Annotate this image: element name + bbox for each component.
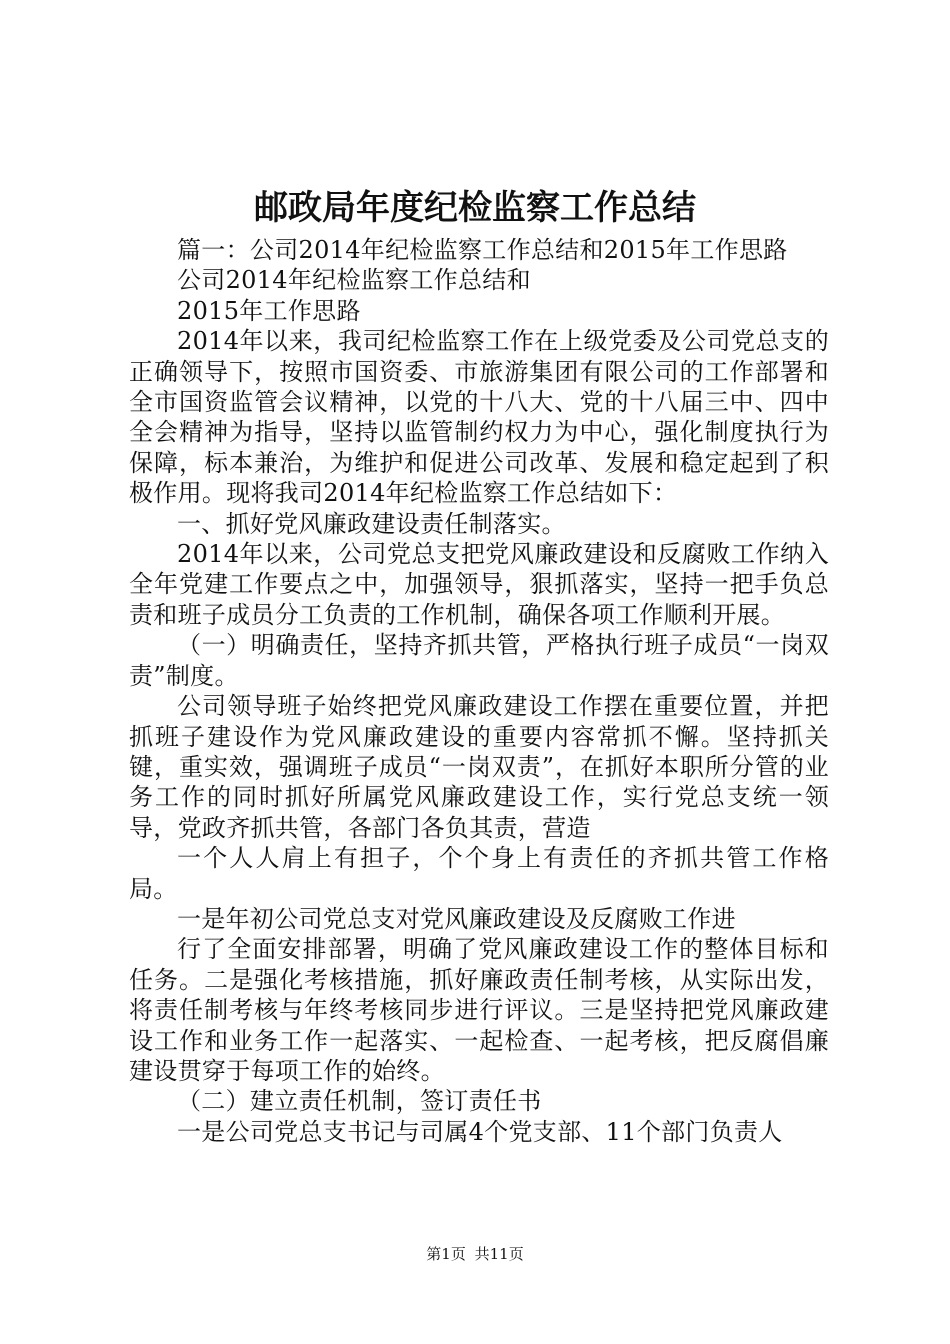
- paragraph: 一是公司党总支书记与司属4个党支部、11个部门负责人: [177, 1117, 783, 1146]
- page-footer: [0, 1244, 950, 1264]
- document-body: [129, 235, 829, 1147]
- paragraph: 篇一：公司2014年纪检监察工作总结和2015年工作思路: [177, 236, 788, 264]
- paragraph: 一个人人肩上有担子，个个身上有责任的齐抓共管工作格局。: [129, 844, 829, 903]
- paragraph: （一）明确责任，坚持齐抓共管，严格执行班子成员“一岗双责”制度。: [129, 631, 829, 690]
- paragraph: 2014年以来，我司纪检监察工作在上级党委及公司党总支的正确领导下，按照市国资委、市旅游集团有限公司的工作部署和全市国资监管会议精神，以党的十八大、党的十八届三中、四中全会精神为指导，坚持以监管制约权力为中心，强化制度执行为保障，标本兼治，为维护和促进公司改革、发展和稳定起到了积极作用。现将我司2014年纪检监察工作总结如下：: [129, 327, 829, 508]
- document-title: 邮政局年度纪检监察工作总结: [254, 188, 696, 228]
- paragraph: 公司2014年纪检监察工作总结和: [177, 266, 531, 295]
- paragraph: 一、抓好党风廉政建设责任制落实。: [177, 509, 566, 538]
- paragraph: （二）建立责任机制，签订责任书: [177, 1087, 542, 1116]
- page-number: 第1页: [426, 1245, 466, 1263]
- paragraph: 行了全面安排部署，明确了党风廉政建设工作的整体目标和任务。二是强化考核措施，抓好廉政责任制考核，从实际出发，将责任制考核与年终考核同步进行评议。三是坚持把党风廉政建设工作和业务工作一起落实、一起检查、一起考核，把反腐倡廉建设贯穿于每项工作的始终。: [129, 935, 829, 1085]
- paragraph: 2014年以来，公司党总支把党风廉政建设和反腐败工作纳入全年党建工作要点之中，加强领导，狠抓落实，坚持一把手负总责和班子成员分工负责的工作机制，确保各项工作顺利开展。: [129, 540, 829, 629]
- paragraph: 2015年工作思路: [177, 296, 361, 325]
- paragraph: 一是年初公司党总支对党风廉政建设及反腐败工作进: [177, 904, 736, 933]
- page-total: 共11页: [474, 1245, 524, 1263]
- paragraph: 公司领导班子始终把党风廉政建设工作摆在重要位置，并把抓班子建设作为党风廉政建设的重要内容常抓不懈。坚持抓关键，重实效，强调班子成员“一岗双责”，在抓好本职所分管的业务工作的同时抓好所属党风廉政建设工作，实行党总支统一领导，党政齐抓共管，各部门各负其责，营造: [129, 692, 829, 842]
